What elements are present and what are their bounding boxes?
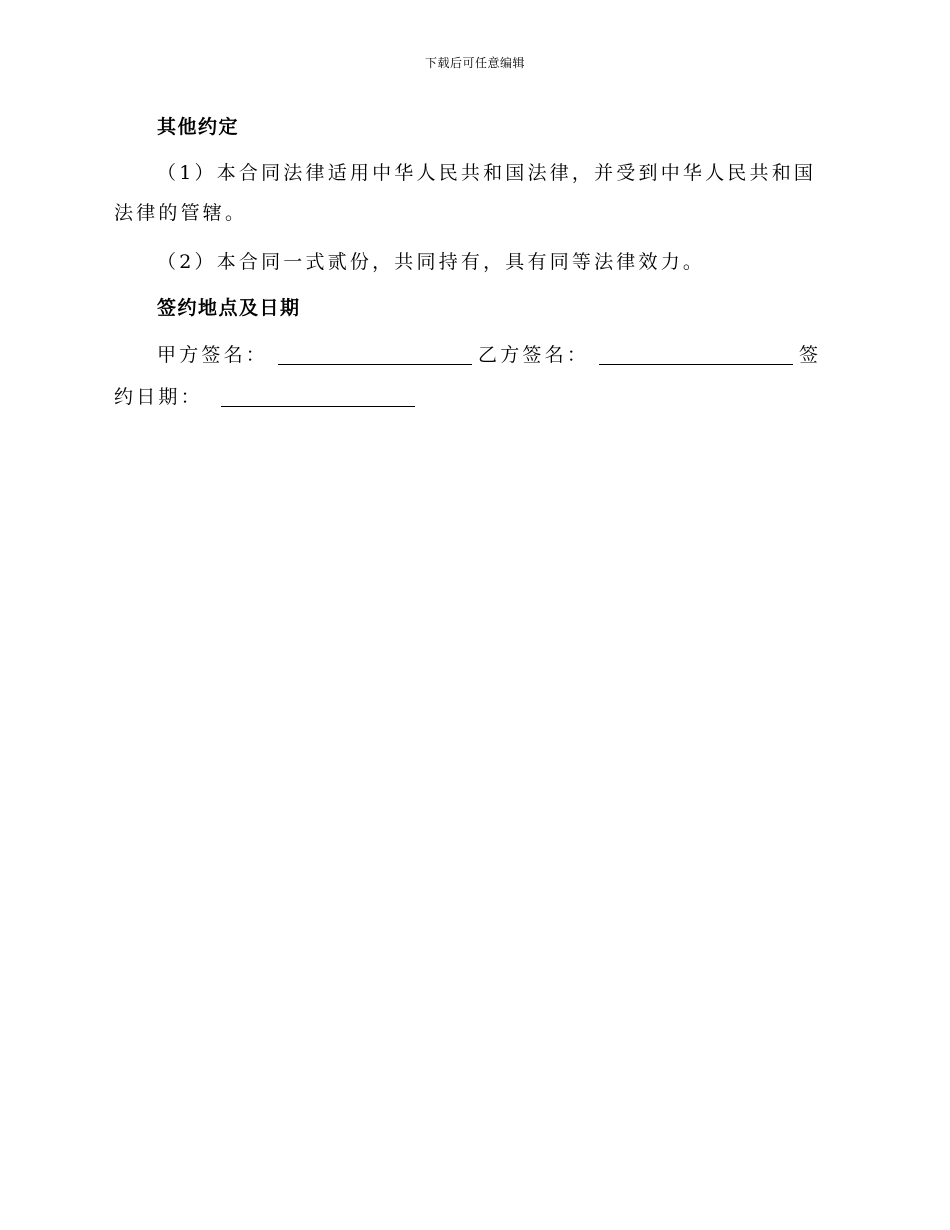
signing-date-blank[interactable]	[221, 384, 415, 407]
party-b-signature-blank[interactable]	[599, 342, 793, 365]
party-a-signature-label: 甲方签名：	[157, 344, 269, 366]
signing-date-label: 签约日期：	[114, 344, 822, 408]
party-a-signature-blank[interactable]	[278, 342, 472, 365]
section-heading-signing: 签约地点及日期	[157, 297, 301, 319]
party-b-signature-label: 乙方签名：	[478, 344, 590, 366]
section-heading-other-terms: 其他约定	[157, 116, 240, 138]
header-note: 下载后可任意编辑	[424, 56, 525, 70]
document-body	[114, 110, 830, 418]
clause-2-paragraph: （2）本合同一式贰份，共同持有，具有同等法律效力。	[157, 251, 706, 273]
signature-line	[114, 334, 830, 418]
clause-1-paragraph: （1）本合同法律适用中华人民共和国法律，并受到中华人民共和国法律的管辖。	[114, 162, 817, 224]
